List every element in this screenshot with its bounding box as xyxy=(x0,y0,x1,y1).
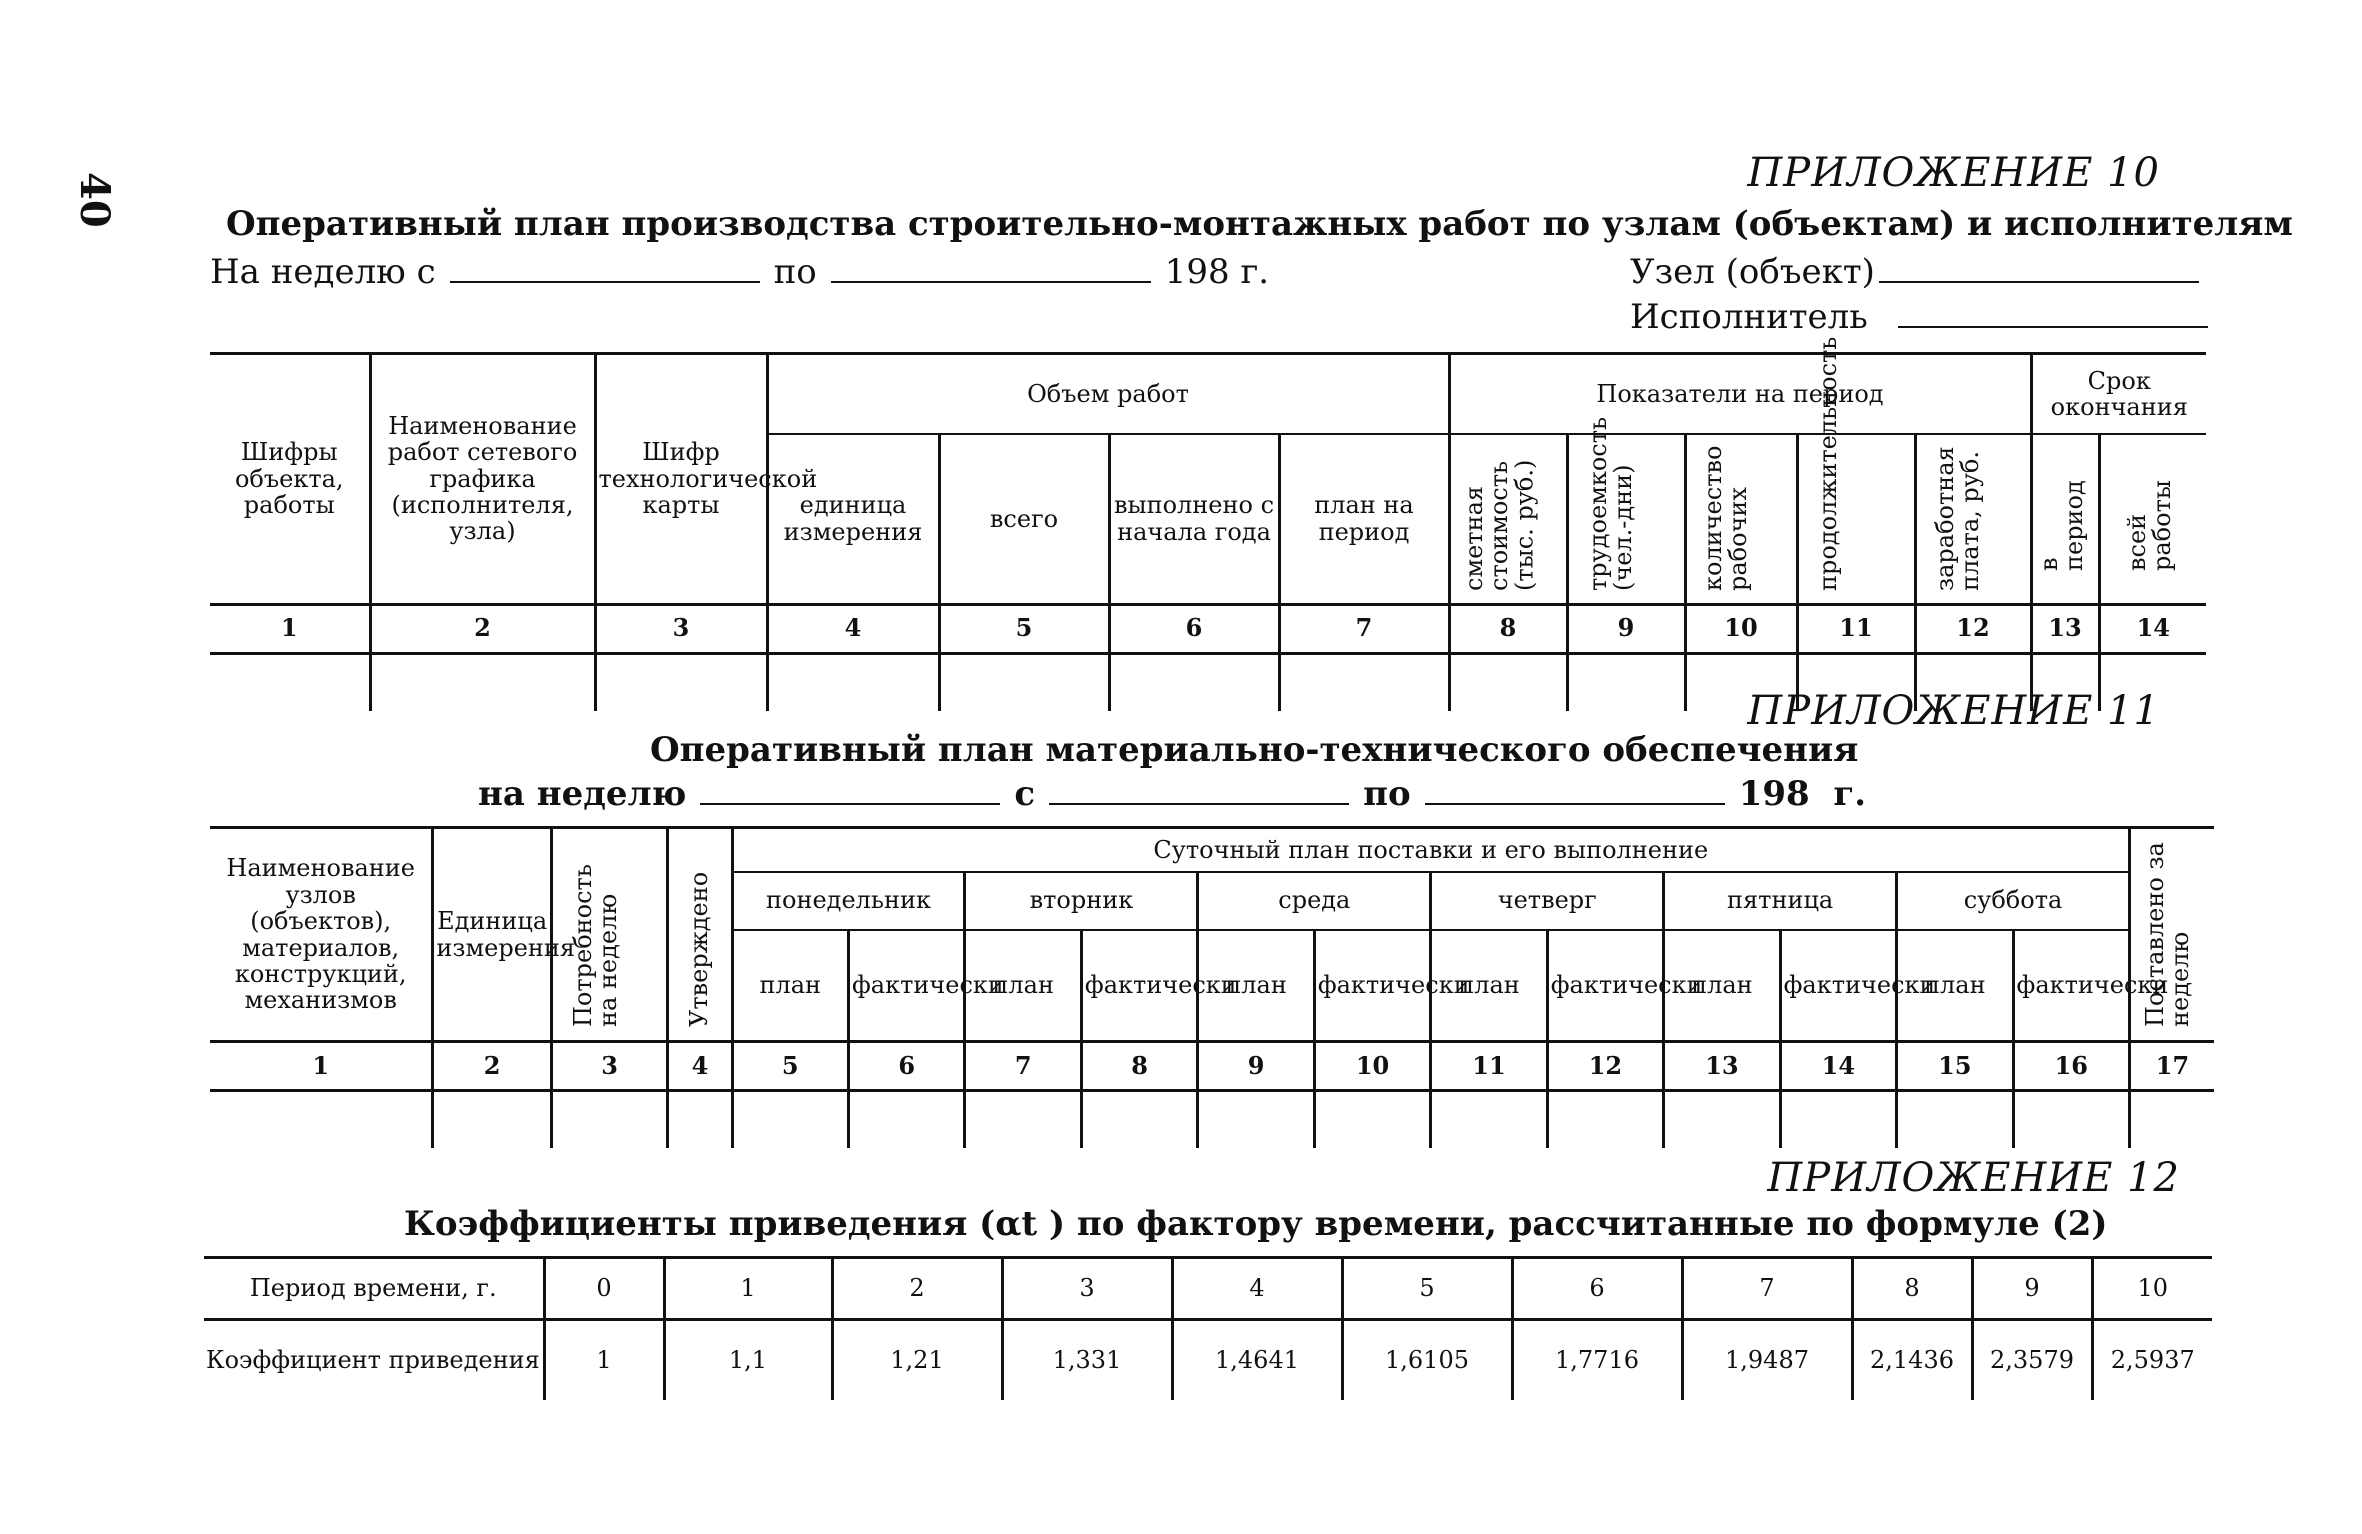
col-number: 7 xyxy=(965,1042,1081,1091)
day-saturday: суббота xyxy=(1897,872,2130,930)
col-number: 5 xyxy=(732,1042,848,1091)
period-cell: 5 xyxy=(1342,1258,1512,1320)
column-numbers-row-11 xyxy=(210,1042,2214,1091)
from-label-11: с xyxy=(1014,774,1036,814)
col-fact: фактически xyxy=(849,930,965,1042)
col-number: 8 xyxy=(1081,1042,1197,1091)
col-number: 17 xyxy=(2130,1042,2215,1091)
col-number: 13 xyxy=(1664,1042,1780,1091)
period-cell: 9 xyxy=(1972,1258,2092,1320)
col-total: всего xyxy=(939,434,1109,604)
col-fact: фактически xyxy=(1081,930,1197,1042)
col-items: Наименование узлов (объектов), материалов, конструкций, механизмов xyxy=(226,854,415,1015)
coefficient-cell: 1,1 xyxy=(664,1320,832,1400)
period-cell: 6 xyxy=(1512,1258,1682,1320)
table-row[interactable] xyxy=(210,1091,2214,1149)
coefficient-cell: 2,5937 xyxy=(2092,1320,2212,1400)
group-indicators: Показатели на период xyxy=(1449,354,2031,435)
col-codes: Шифры объекта, работы xyxy=(234,438,344,519)
coefficient-label: Коэффициент приведения xyxy=(206,1346,540,1375)
period-cell: 2 xyxy=(832,1258,1002,1320)
week-line-11 xyxy=(478,774,1866,814)
col-plan: план xyxy=(1897,930,2013,1042)
coefficient-cell: 1,7716 xyxy=(1512,1320,1682,1400)
day-friday: пятница xyxy=(1664,872,1897,930)
appendix-12-table xyxy=(204,1256,2212,1400)
week-line xyxy=(210,252,1269,292)
col-work-name: Наименование работ сетевого графика (исполнителя, узла) xyxy=(370,354,595,605)
executor-label: Исполнитель xyxy=(1630,297,1868,337)
day-monday: понедельник xyxy=(732,872,965,930)
col-number: 14 xyxy=(1780,1042,1896,1091)
group-volume: Объем работ xyxy=(767,354,1449,435)
appendix-10-label: ПРИЛОЖЕНИЕ 10 xyxy=(1747,150,2160,196)
coefficient-cell: 2,3579 xyxy=(1972,1320,2092,1400)
page-number: 40 xyxy=(71,172,118,228)
col-number: 8 xyxy=(1449,604,1567,653)
coefficient-cell: 1,4641 xyxy=(1172,1320,1342,1400)
period-cell: 10 xyxy=(2092,1258,2212,1320)
col-unit: единица измерения xyxy=(767,434,939,604)
period-cell: 7 xyxy=(1682,1258,1852,1320)
executor-field[interactable] xyxy=(1898,325,2208,328)
to-label-11: по xyxy=(1363,774,1411,814)
col-need: Потребность на неделю xyxy=(551,828,667,1042)
year-suffix: г. xyxy=(1240,252,1270,292)
from-field-11[interactable] xyxy=(1049,802,1349,805)
day-wednesday: среда xyxy=(1198,872,1431,930)
col-number: 7 xyxy=(1279,604,1449,653)
col-approved: Утверждено xyxy=(668,828,732,1042)
period-cell: 1 xyxy=(664,1258,832,1320)
col-plan: план xyxy=(1431,930,1547,1042)
col-number: 12 xyxy=(1547,1042,1663,1091)
period-cell: 8 xyxy=(1852,1258,1972,1320)
col-duration: продолжительность xyxy=(1797,434,1915,604)
periods-row xyxy=(204,1258,2212,1320)
col-number: 4 xyxy=(668,1042,732,1091)
col-fact: фактически xyxy=(2013,930,2129,1042)
period-cell: 3 xyxy=(1002,1258,1172,1320)
to-field-11[interactable] xyxy=(1425,802,1725,805)
period-cell: 4 xyxy=(1172,1258,1342,1320)
col-number: 3 xyxy=(595,604,767,653)
coefficient-cell: 1,21 xyxy=(832,1320,1002,1400)
col-fact: фактически xyxy=(1547,930,1663,1042)
col-number: 9 xyxy=(1198,1042,1314,1091)
col-done-since-year: выполнено с начала года xyxy=(1109,434,1279,604)
col-number: 1 xyxy=(312,1050,330,1080)
week-field-11[interactable] xyxy=(700,802,1000,805)
executor-line xyxy=(1630,297,2222,337)
appendix-10-table xyxy=(210,336,2206,711)
year-suffix-11: г. xyxy=(1833,774,1867,814)
col-plan: план xyxy=(965,930,1081,1042)
col-number: 11 xyxy=(1797,604,1915,653)
col-plan: план xyxy=(1198,930,1314,1042)
day-thursday: четверг xyxy=(1431,872,1664,930)
period-cell: 0 xyxy=(544,1258,664,1320)
group-deadline: Срок окончания xyxy=(2031,354,2206,435)
col-number: 10 xyxy=(1685,604,1797,653)
appendix-11-label: ПРИЛОЖЕНИЕ 11 xyxy=(1747,688,2160,734)
col-number: 11 xyxy=(1431,1042,1547,1091)
col-fact: фактически xyxy=(1314,930,1430,1042)
col-plan: план xyxy=(732,930,848,1042)
col-number: 2 xyxy=(370,604,595,653)
col-number: 5 xyxy=(939,604,1109,653)
appendix-12-title: Коэффициенты приведения (αt ) по фактору времени, рассчитанные по формуле (2) xyxy=(404,1204,2108,1244)
col-number: 6 xyxy=(1109,604,1279,653)
col-workers: количество рабочих xyxy=(1685,434,1797,604)
col-estimated-cost: сметная стоимость (тыс. руб.) xyxy=(1449,434,1567,604)
coefficient-cell: 1,6105 xyxy=(1342,1320,1512,1400)
day-tuesday: вторник xyxy=(965,872,1198,930)
appendix-10-title: Оперативный план производства строительно-монтажных работ по узлам (объектам) и исполнителям xyxy=(226,204,2293,244)
week-to-field[interactable] xyxy=(831,280,1151,283)
year-label: 198 xyxy=(1164,252,1230,292)
column-numbers-row xyxy=(210,604,2206,653)
week-to-label: по xyxy=(773,252,817,292)
coefficient-cell: 2,1436 xyxy=(1852,1320,1972,1400)
col-number: 15 xyxy=(1897,1042,2013,1091)
period-label: Период времени, г. xyxy=(249,1274,497,1303)
col-number: 16 xyxy=(2013,1042,2129,1091)
week-from-field[interactable] xyxy=(450,280,760,283)
col-number: 12 xyxy=(1915,604,2031,653)
col-unit-11: Единица измерения xyxy=(433,828,551,1042)
col-number: 14 xyxy=(2099,604,2206,653)
group-daily-plan: Суточный план поставки и его выполнение xyxy=(732,828,2129,872)
appendix-11-title: Оперативный план материально-технического обеспечения xyxy=(650,730,1859,770)
col-number: 1 xyxy=(280,613,298,643)
col-number: 4 xyxy=(767,604,939,653)
col-number: 2 xyxy=(433,1042,551,1091)
col-fact: фактически xyxy=(1780,930,1896,1042)
coefficient-cell: 1 xyxy=(544,1320,664,1400)
node-field[interactable] xyxy=(1879,280,2199,283)
col-number: 9 xyxy=(1567,604,1685,653)
col-in-period: в период xyxy=(2031,434,2099,604)
col-tech-card: Шифр технологической карты xyxy=(595,354,767,605)
col-whole-work: всей работы xyxy=(2099,434,2206,604)
col-number: 3 xyxy=(551,1042,667,1091)
col-labor: трудоемкость (чел.-дни) xyxy=(1567,434,1685,604)
year-label-11: 198 xyxy=(1738,774,1810,814)
week-from-label: На неделю с xyxy=(210,252,436,292)
col-number: 13 xyxy=(2031,604,2099,653)
col-number: 6 xyxy=(849,1042,965,1091)
week-label-11: на неделю xyxy=(478,774,687,814)
col-wages: заработная плата, руб. xyxy=(1915,434,2031,604)
coefficient-cell: 1,331 xyxy=(1002,1320,1172,1400)
appendix-12-label: ПРИЛОЖЕНИЕ 12 xyxy=(1767,1155,2180,1201)
coefficients-row xyxy=(204,1320,2212,1400)
appendix-11-table xyxy=(210,826,2214,1148)
col-plan: план xyxy=(1664,930,1780,1042)
col-number: 10 xyxy=(1314,1042,1430,1091)
col-delivered: Поставлено за неделю xyxy=(2130,828,2215,1042)
node-line xyxy=(1630,252,2213,292)
coefficient-cell: 1,9487 xyxy=(1682,1320,1852,1400)
col-plan-period: план на период xyxy=(1279,434,1449,604)
node-label: Узел (объект) xyxy=(1630,252,1875,292)
